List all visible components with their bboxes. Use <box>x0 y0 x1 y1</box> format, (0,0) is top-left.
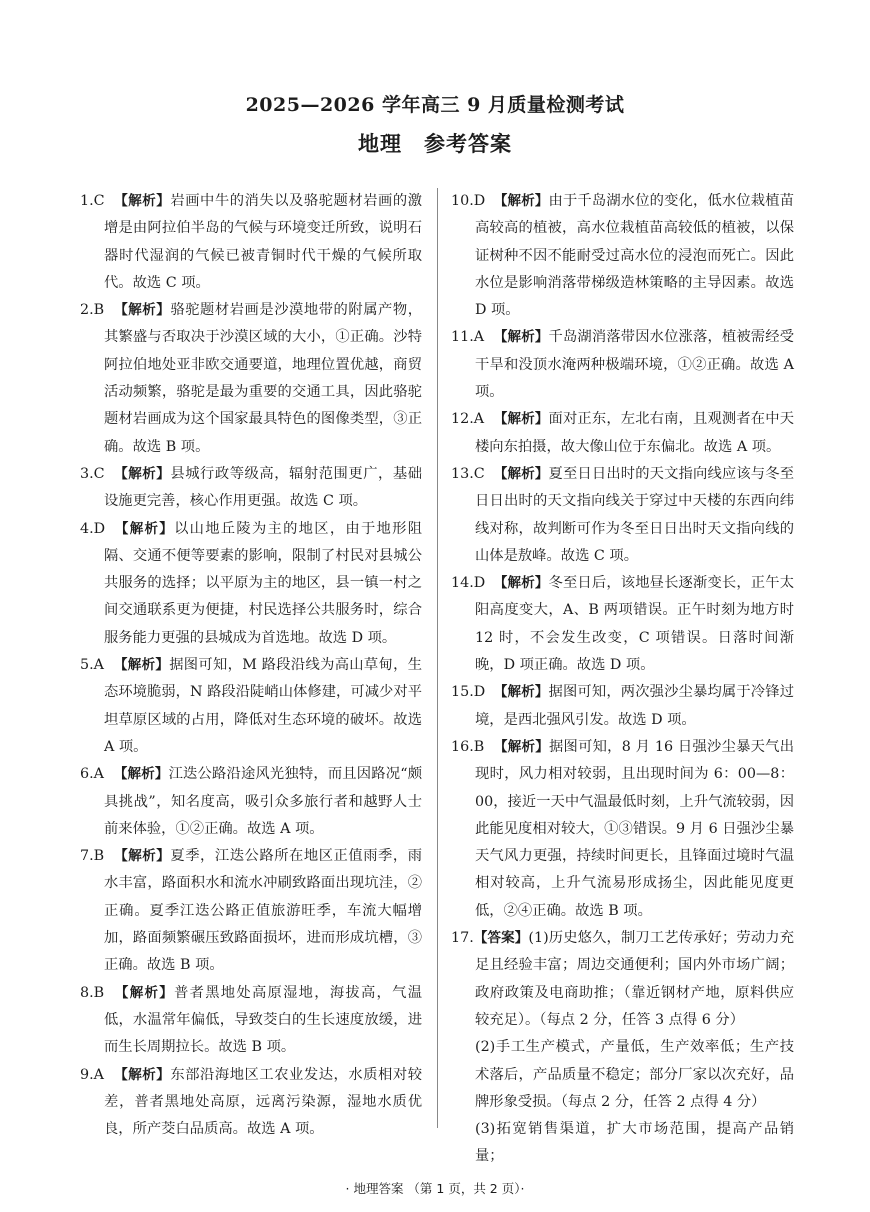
explanation-text: 面对正东，左北右南，且观测者在中天楼向东拍摄，故大像山位于东偏北。故选 A 项。 <box>475 411 795 455</box>
question-number: 4. <box>80 520 94 537</box>
explanation-text: 夏季，江迭公路所在地区正值雨季，雨水丰富，路面积水和流水冲刷致路面出现坑洼，②正确。夏季江迭公路正值旅游旺季，车流大幅增加，路面频繁碾压致路面损坏，进而形成坑槽，③正确。故选 B 项。 <box>104 848 423 974</box>
right-column <box>451 188 794 1171</box>
explanation-text: 岩画中牛的消失以及骆驼题材岩画的激增是由阿拉伯半岛的气候与环境变迁所致，说明石器时代湿润的气候已被青铜时代干燥的气候所取代。故选 C 项。 <box>104 193 423 291</box>
left-column <box>80 188 422 1143</box>
answer-item <box>80 1062 422 1144</box>
answer-item <box>80 516 422 652</box>
explanation-text: 据图可知，两次强沙尘暴均属于冷锋过境，是西北强风引发。故选 D 项。 <box>475 684 795 728</box>
answer-item <box>451 734 794 925</box>
explanation-text: 江迭公路沿途风光独特，而且因路况“颇具挑战”，知名度高，吸引众多旅行者和越野人士前来体验，①②正确。故选 A 项。 <box>104 766 422 837</box>
answer-tag: 【解析】 <box>493 684 549 701</box>
answer-tag: 【解析】 <box>493 575 549 592</box>
question-number: 1. <box>80 193 94 209</box>
answer-choice: C <box>93 465 105 482</box>
answer-item <box>80 461 422 516</box>
answer-item <box>451 188 794 324</box>
explanation-text: 普者黑地处高原湿地，海拔高，气温低，水温常年偏低，导致茭白的生长速度放缓，进而生长周期拉长。故选 B 项。 <box>104 984 423 1056</box>
answer-item <box>80 761 422 843</box>
answer-tag: 【解析】 <box>113 465 171 482</box>
question-number: 6. <box>80 766 94 783</box>
question-number: 2. <box>80 302 94 319</box>
answer-tag: 【解析】 <box>113 1066 171 1083</box>
answer-choice: B <box>473 738 485 755</box>
answer-tag: 【答案】 <box>473 930 529 947</box>
answer-choice: B <box>93 848 105 865</box>
answer-tag: 【解析】 <box>113 657 170 674</box>
explanation-text: 冬至日后，该地昼长逐渐变长，正午太阳高度变大，A、B 两项错误。正午时刻为地方时 12 时，不会发生改变，C 项错误。日落时间渐晚，D 项正确。故选 D 项。 <box>475 575 795 674</box>
doc-type-label: 参考答案 <box>424 131 512 156</box>
question-number: 16. <box>451 738 474 755</box>
question-number: 12. <box>451 411 474 428</box>
question-number: 14. <box>451 575 474 592</box>
answer-item <box>80 297 422 461</box>
answer-tag: 【解析】 <box>493 193 549 209</box>
explanation-text: 以山地丘陵为主的地区，由于地形阻隔、交通不便等要素的影响，限制了村民对县城公共服务的选择；以平原为主的地区，县一镇一村之间交通联系更为便捷，村民选择公共服务时，综合服务能力更强的县城成为首选地。故选 D 项。 <box>104 520 423 646</box>
question-number: 5. <box>80 657 94 674</box>
answer-tag: 【解析】 <box>113 520 175 537</box>
question-number: 15. <box>451 684 474 701</box>
answer-choice: A <box>473 329 485 346</box>
explanation-text: 东部沿海地区工农业发达，水质相对较差，普者黑地处高原，远离污染源，湿地水质优良，所产茭白品质高。故选 A 项。 <box>104 1066 423 1138</box>
answer-choice: D <box>473 575 486 592</box>
question-number: 3. <box>80 465 94 482</box>
explanation-text: 夏至日日出时的天文指向线应该与冬至日日出时的天文指向线关于穿过中天楼的东西向纬线对称，故判断可作为冬至日日出时天文指向线的山体是敖峰。故选 C 项。 <box>475 465 795 564</box>
answer-choice: C <box>473 465 485 482</box>
answer-tag: 【解析】 <box>493 329 549 346</box>
explanation-text: 据图可知，M 路段沿线为高山草甸，生态环境脆弱，N 路段沿陡峭山体修建，可减少对平坦草原区域的占用，降低对生态环境的破坏。故选 A 项。 <box>104 657 423 755</box>
page-title: 2025—2026 学年高三 9 月质量检测考试 <box>245 94 625 116</box>
answer-tag: 【解析】 <box>493 411 549 428</box>
explanation-text: 据图可知，8 月 16 日强沙尘暴天气出现时，风力相对较弱，且出现时间为 6：00—8：00，接近一天中气温最低时刻，上升气流较弱，因此能见度相对较大，①③错误。9 月 6 日强沙尘暴天气风力更强，持续时间更长，且锋面过境时气温相对较高，上升气流易形成扬尘，因此能见度更低，②④正确。故选 B 项。 <box>475 738 795 919</box>
answer-choice: A <box>93 1066 104 1083</box>
answer-item-17 <box>451 925 794 1034</box>
answer-tag: 【解析】 <box>113 984 175 1001</box>
explanation-text: 县城行政等级高，辐射范围更广，基础设施更完善，核心作用更强。故选 C 项。 <box>104 465 423 510</box>
answer-item <box>451 570 794 679</box>
page-footer: · 地理答案 （第 1 页，共 2 页）· <box>345 1181 525 1196</box>
explanation-text: 骆驼题材岩画是沙漠地带的附属产物，其繁盛与否取决于沙漠区域的大小，①正确。沙特阿拉伯地处亚非欧交通要道，地理位置优越，商贸活动频繁，骆驼是最为重要的交通工具，因此骆驼题材岩画成为这个国家最具特色的图像类型，③正确。故选 B 项。 <box>104 302 423 455</box>
page-subtitle <box>0 128 870 158</box>
answer-item <box>80 980 422 1062</box>
answer-part-1: (1)历史悠久，制刀工艺传承好；劳动力充足且经验丰富；周边交通便利；国内外市场广阔；政府政策及电商助推；（靠近钢材产地，原料供应较充足）。（每点 2 分，任答 3 点得 6 分） <box>475 930 795 1028</box>
answer-part-3: (3)拓宽销售渠道，扩大市场范围，提高产品销量； <box>475 1121 794 1165</box>
answer-choice: A <box>473 411 485 428</box>
answer-choice: A <box>93 657 104 674</box>
question-number: 13. <box>451 465 474 482</box>
answer-tag: 【解析】 <box>113 302 171 319</box>
question-number: 17. <box>451 930 474 947</box>
answer-choice: C <box>93 193 105 209</box>
answer-item <box>451 324 794 406</box>
question-number: 9. <box>80 1066 94 1083</box>
answer-choice: A <box>93 766 104 783</box>
answer-item <box>451 406 794 461</box>
answer-choice: D <box>473 684 486 701</box>
answer-item <box>80 843 422 979</box>
answer-choice: B <box>93 302 105 319</box>
question-number: 10. <box>451 193 474 209</box>
question-number: 8. <box>80 984 94 1001</box>
question-number: 11. <box>451 329 474 346</box>
answer-tag: 【解析】 <box>493 738 549 755</box>
answer-part-2: (2)手工生产模式，产量低，生产效率低；生产技术落后，产品质量不稳定；部分厂家以次充好，品牌形象受损。（每点 2 分，任答 2 点得 4 分） <box>475 1039 794 1110</box>
question-number: 7. <box>80 848 94 865</box>
answer-choice: B <box>93 984 105 1001</box>
answer-tag: 【解析】 <box>493 465 549 482</box>
answer-item <box>80 652 422 761</box>
explanation-text: 千岛湖消落带因水位涨落，植被需经受干旱和没顶水淹两种极端环境，①②正确。故选 A 项。 <box>475 329 795 401</box>
answer-choice: D <box>93 520 106 537</box>
column-divider <box>437 188 438 1128</box>
answer-choice: D <box>473 193 486 209</box>
answer-tag: 【解析】 <box>113 848 171 865</box>
answer-item <box>451 461 794 570</box>
answer-item <box>451 679 794 734</box>
answer-item <box>80 188 422 297</box>
answer-tag: 【解析】 <box>113 193 171 209</box>
answer-tag: 【解析】 <box>113 766 169 783</box>
subject-label: 地理 <box>358 131 402 156</box>
explanation-text: 由于千岛湖水位的变化，低水位栽植苗高较高的植被，高水位栽植苗高较低的植被，以保证树种不因不能耐受过高水位的浸泡而死亡。因此水位是影响消落带梯级造林策略的主导因素。故选 D 项。 <box>475 193 795 319</box>
